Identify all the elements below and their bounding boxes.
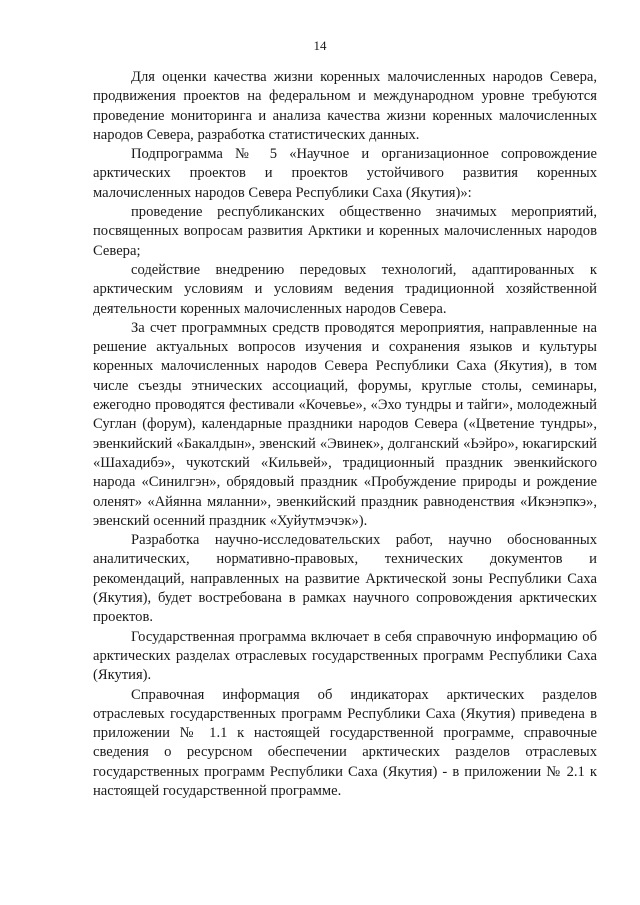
paragraph-program-funded-events: За счет программных средств проводятся мероприятия, направленные на решение актуальных вопросов изучения и сохранения языков и культуры коренных малочисленных народов Севера Республики Саха (Якутия), в том числе съезды этнических ассоциаций, форумы, круглые столы, семинары, ежегодно проводятся фестивали «Кочевье», «Эхо тундры и тайги», молодежный Суглан (форум), календарные праздники народов Севера («Цветение тундры», эвенкийский «Бакалдын», эвенский «Эвинек», долганский «Ьэйро», юкагирский «Шахадибэ», чукотский «Кильвей», традиционный праздник эвенкийского народа «Синилгэн», обрядовый праздник «Пробуждение природы и рождение оленят» «Айянна мяланни», эвенкийский праздник равноденствия «Икэнэпкэ», эвенский осенний праздник «Хуйутмэчэк»). xyxy=(93,319,597,529)
page-number: 14 xyxy=(313,38,327,53)
paragraph-republican-events: проведение республиканских общественно значимых мероприятий, посвященных вопросам развития Арктики и коренных малочисленных народов Севера; xyxy=(93,204,597,259)
paragraph-indicators-appendix: Справочная информация об индикаторах арктических разделов отраслевых государственных программ Республики Саха (Якутия) приведена в приложении № 1.1 к настоящей государственной программе, справочные сведения о ресурсном обеспечении арктических разделов отраслевых государственных программ Республики Саха (Якутия) - в приложении № 2.1 к настоящей государственной программе. xyxy=(93,686,597,799)
paragraph-quality-of-life-monitoring: Для оценки качества жизни коренных малочисленных народов Севера, продвижения проектов на федеральном и международном уровне требуются проведение мониторинга и анализа качества жизни коренных малочисленных народов Севера, разработка статистических данных. xyxy=(93,69,597,143)
paragraph-reference-information: Государственная программа включает в себя справочную информацию об арктических разделах отраслевых государственных программ Республики Саха (Якутия). xyxy=(93,628,597,684)
paragraph-subprogram-5: Подпрограмма № 5 «Научное и организационное сопровождение арктических проектов и проектов устойчивого развития коренных малочисленных народов Севера Республики Саха (Якутия)»: xyxy=(93,146,597,201)
paragraph-advanced-technologies: содействие внедрению передовых технологий, адаптированных к арктическим условиям и условиям ведения традиционной хозяйственной деятельности коренных малочисленных народов Севера. xyxy=(93,261,597,317)
body-text xyxy=(93,68,597,801)
paragraph-research-development: Разработка научно-исследовательских работ, научно обоснованных аналитических, нормативно-правовых, технических документов и рекомендаций, направленных на развитие Арктической зоны Республики Саха (Якутия), будет востребована в рамках научного сопровождения арктических проектов. xyxy=(93,532,597,626)
